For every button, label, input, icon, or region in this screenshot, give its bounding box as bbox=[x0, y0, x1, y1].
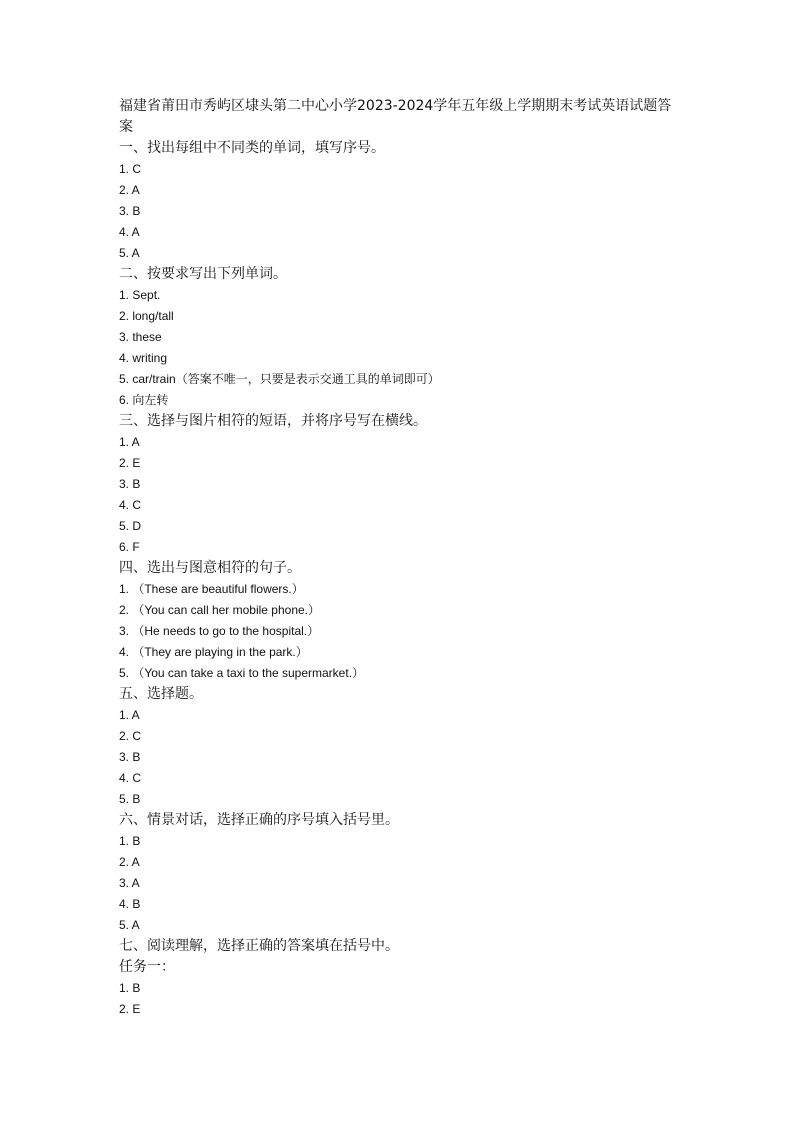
answer-item: 5. （You can take a taxi to the supermarket.） bbox=[119, 666, 365, 680]
answer-item: 3. B bbox=[119, 750, 141, 764]
answer-sections bbox=[119, 138, 684, 1020]
answer-item: 1. Sept. bbox=[119, 288, 161, 302]
answer-item: 1. B bbox=[119, 834, 141, 848]
section-heading: 六、情景对话，选择正确的序号填入括号里。 bbox=[119, 812, 399, 828]
answer-item: 3. B bbox=[119, 204, 141, 218]
answer-item: 3. B bbox=[119, 477, 141, 491]
answer-item: 5. B bbox=[119, 792, 141, 806]
answer-section bbox=[119, 138, 684, 264]
answer-section bbox=[119, 411, 684, 558]
answer-item: 6. F bbox=[119, 540, 140, 554]
answer-item: 4. A bbox=[119, 225, 140, 239]
answer-section bbox=[119, 936, 684, 957]
answer-item: 1. （These are beautiful flowers.） bbox=[119, 582, 304, 596]
answer-section bbox=[119, 264, 684, 411]
answer-item: 2. E bbox=[119, 1002, 141, 1016]
answer-section bbox=[119, 558, 684, 684]
answer-item: 1. A bbox=[119, 708, 140, 722]
section-heading: 一、找出每组中不同类的单词，填写序号。 bbox=[119, 140, 385, 156]
answer-item: 4. writing bbox=[119, 351, 168, 365]
document-body bbox=[119, 96, 684, 1020]
answer-item: 3. A bbox=[119, 876, 140, 890]
section-heading: 三、选择与图片相符的短语，并将序号写在横线。 bbox=[119, 413, 427, 429]
answer-item: 6. 向左转 bbox=[119, 393, 169, 407]
answer-item: 4. C bbox=[119, 498, 142, 512]
answer-section bbox=[119, 684, 684, 810]
section-heading: 二、按要求写出下列单词。 bbox=[119, 266, 287, 282]
answer-item: 1. B bbox=[119, 981, 141, 995]
answer-item: 2. long/tall bbox=[119, 309, 174, 323]
answer-item: 5. A bbox=[119, 918, 140, 932]
answer-item: 4. （They are playing in the park.） bbox=[119, 645, 308, 659]
answer-item: 2. A bbox=[119, 183, 140, 197]
answer-item: 5. A bbox=[119, 246, 140, 260]
answer-item: 3. these bbox=[119, 330, 162, 344]
answer-item: 2. （You can call her mobile phone.） bbox=[119, 603, 321, 617]
answer-section bbox=[119, 957, 684, 1020]
answer-item: 2. C bbox=[119, 729, 142, 743]
answer-item: 2. E bbox=[119, 456, 141, 470]
answer-item: 3. （He needs to go to the hospital.） bbox=[119, 624, 320, 638]
section-heading: 七、阅读理解，选择正确的答案填在括号中。 bbox=[119, 938, 399, 954]
answer-item: 1. C bbox=[119, 162, 142, 176]
answer-item: 2. A bbox=[119, 855, 140, 869]
answer-item: 1. A bbox=[119, 435, 140, 449]
answer-section bbox=[119, 810, 684, 936]
answer-item: 5. D bbox=[119, 519, 142, 533]
section-heading: 五、选择题。 bbox=[119, 686, 203, 702]
answer-item: 4. C bbox=[119, 771, 142, 785]
section-heading: 任务一： bbox=[119, 959, 175, 975]
answer-item: 4. B bbox=[119, 897, 141, 911]
document-title: 福建省莆田市秀屿区埭头第二中心小学2023-2024学年五年级上学期期末考试英语试题答案 bbox=[119, 98, 672, 135]
section-heading: 四、选出与图意相符的句子。 bbox=[119, 560, 301, 576]
answer-item: 5. car/train（答案不唯一，只要是表示交通工具的单词即可） bbox=[119, 372, 440, 386]
